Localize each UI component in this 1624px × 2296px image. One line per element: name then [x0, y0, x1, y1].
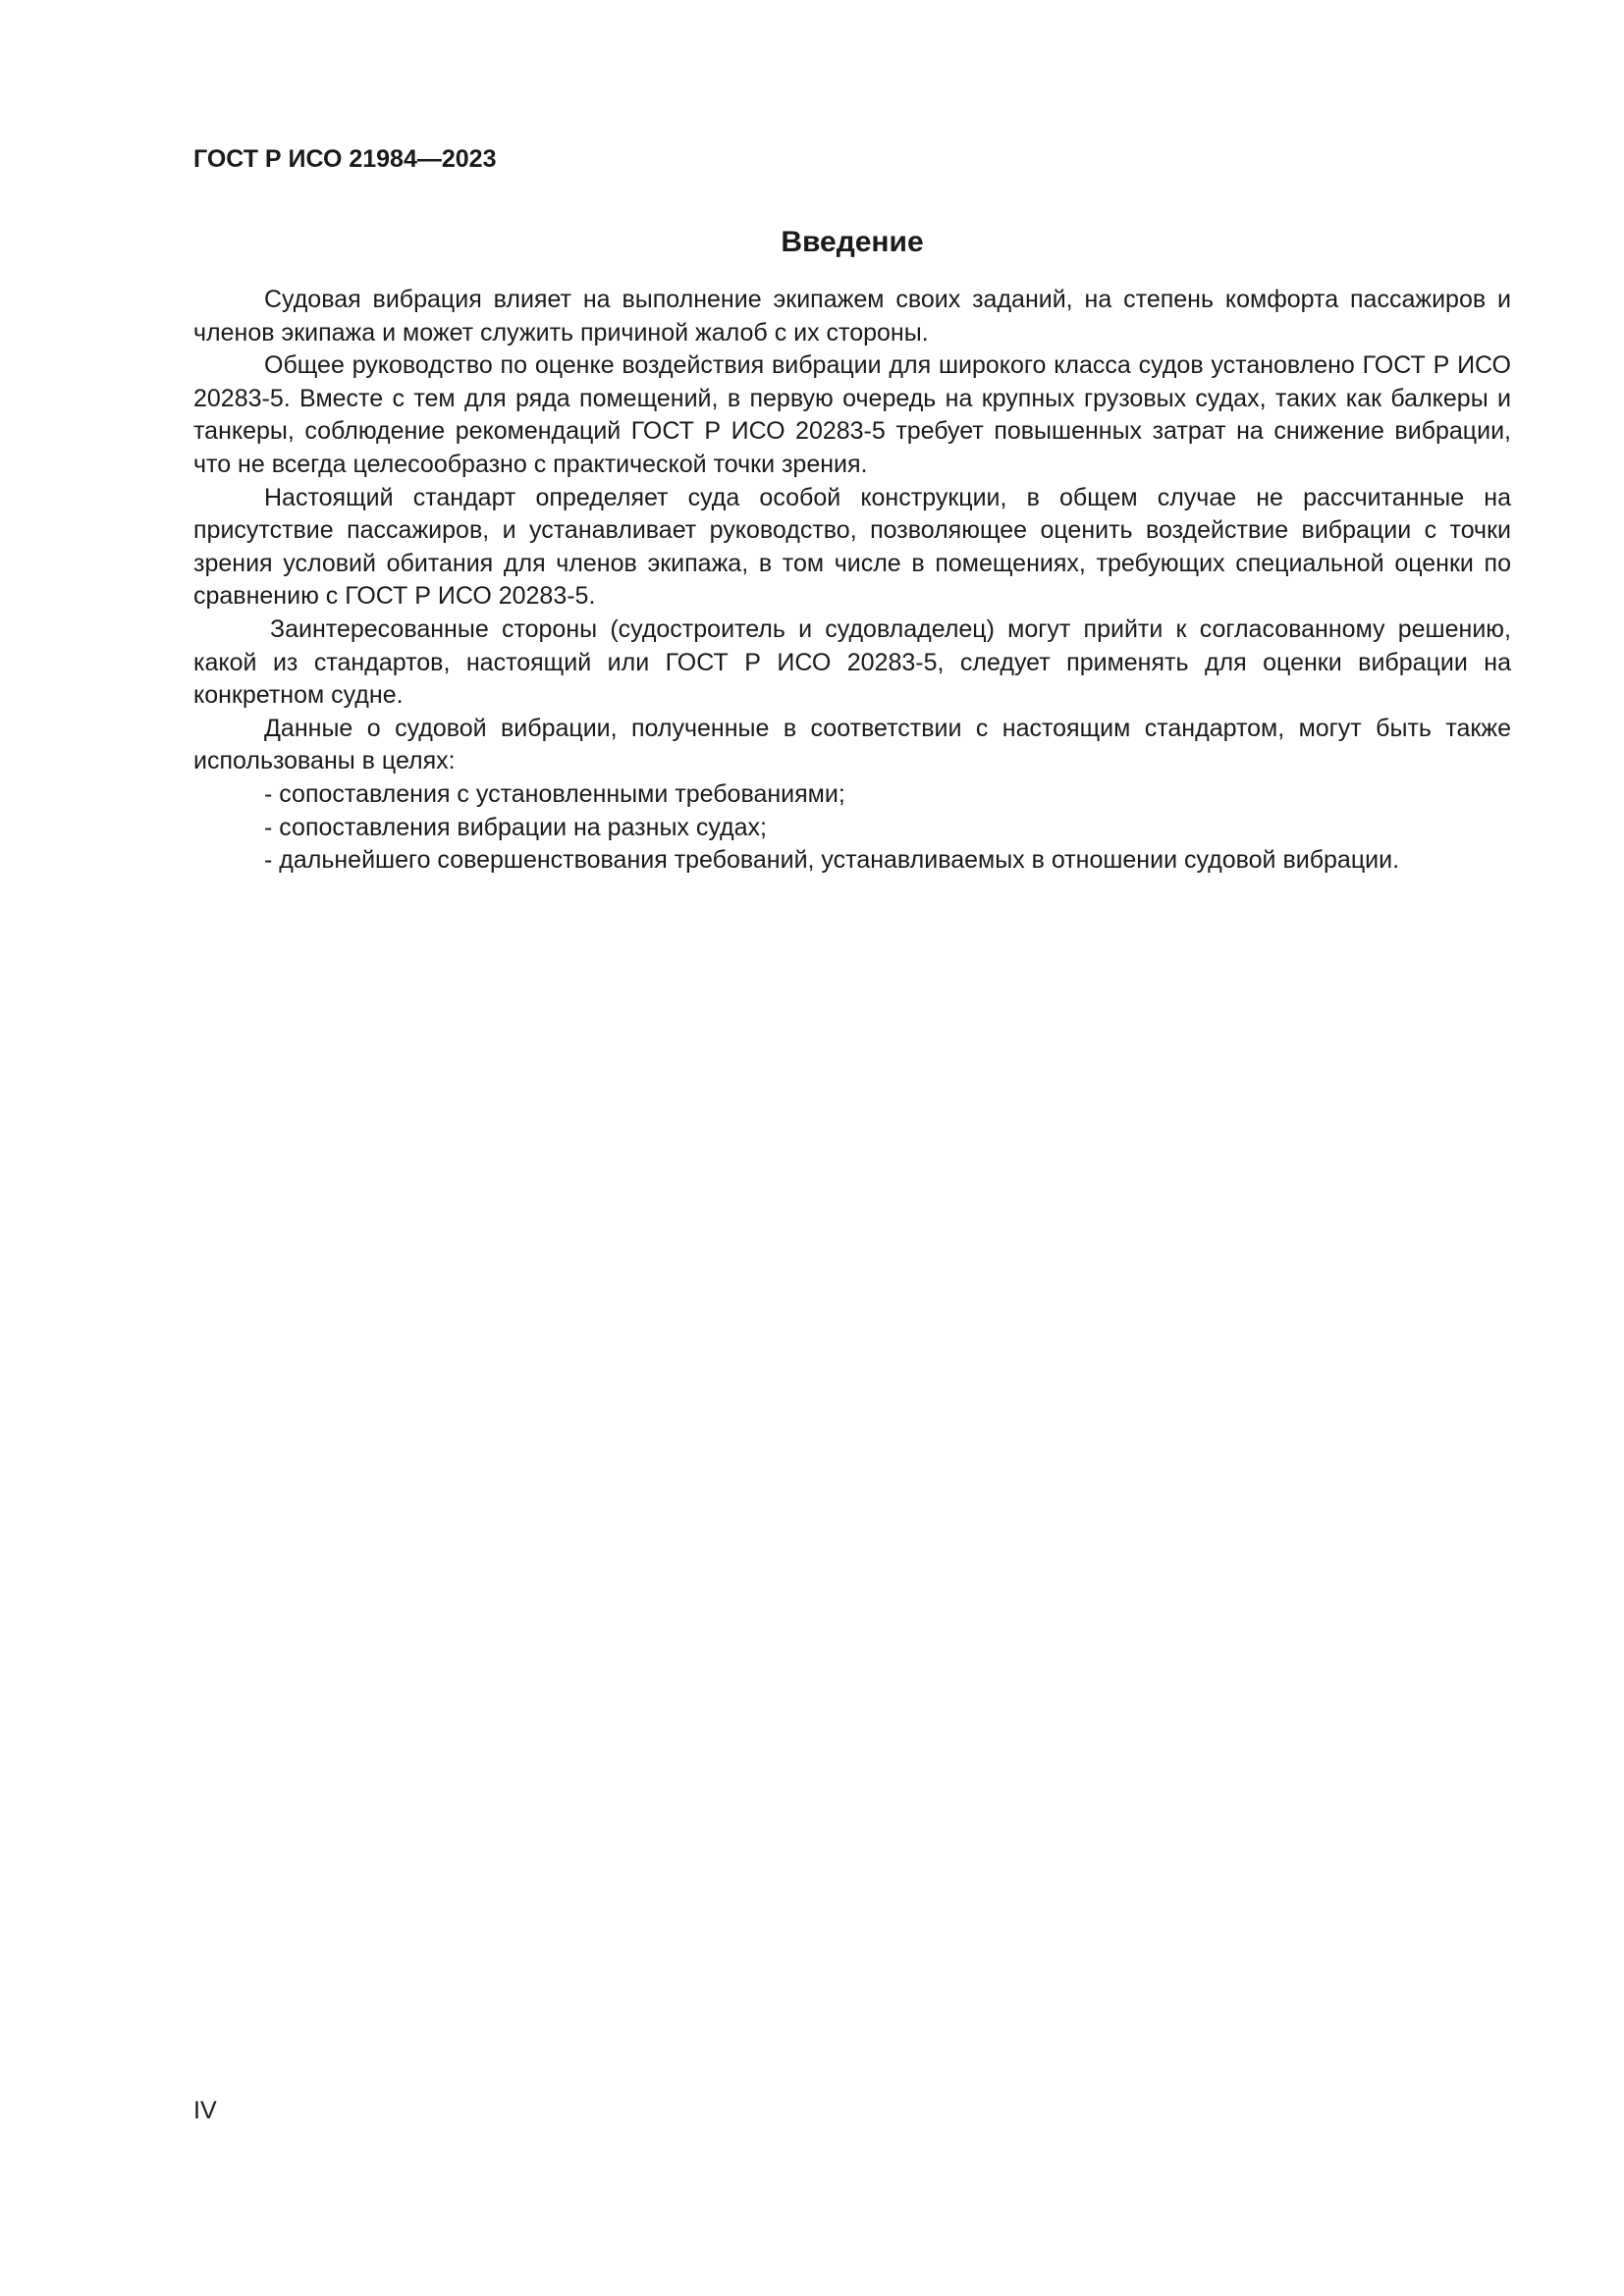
list-item: - дальнейшего совершенствования требований, устанавливаемых в отношении судовой вибрации.: [264, 846, 1400, 875]
list-item: - сопоставления с установленными требованиями;: [264, 779, 845, 808]
usage-list: [193, 778, 1511, 878]
list-item: - сопоставления вибрации на разных судах;: [264, 813, 767, 841]
paragraph-stakeholders: Заинтересованные стороны (судостроитель и судовладелец) могут прийти к согласованному решению, какой из стандартов, настоящий или ГОСТ Р ИСО 20283-5, следует применять для оценки вибрации на конкретном судне.: [193, 614, 1511, 710]
introduction-body: [193, 284, 1511, 878]
page-number: IV: [193, 2097, 217, 2124]
paragraph-vibration-effects: Судовая вибрация влияет на выполнение экипажем своих заданий, на степень комфорта пассажиров и членов экипажа и может служить причиной жалоб с их стороны.: [193, 286, 1511, 347]
paragraph-standard-scope: Настоящий стандарт определяет суда особой конструкции, в общем случае не рассчитанные на присутствие пассажиров, и устанавливает руководство, позволяющее оценить воздействие вибрации с точки зрения условий обитания для членов экипажа, в том числе в помещениях, требующих специальной оценки по сравнению с ГОСТ Р ИСО 20283-5.: [193, 483, 1511, 611]
paragraph-data-usage: Данные о судовой вибрации, полученные в соответствии с настоящим стандартом, могут быть также использованы в целях:: [193, 714, 1511, 775]
paragraph-general-guidance: Общее руководство по оценке воздействия вибрации для широкого класса судов установлено ГОСТ Р ИСО 20283-5. Вместе с тем для ряда помещений, в первую очередь на крупных грузовых судах, таких как балкеры и танкеры, соблюдение рекомендаций ГОСТ Р ИСО 20283-5 требует повышенных затрат на снижение вибрации, что не всегда целесообразно с практической точки зрения.: [193, 351, 1511, 478]
document-code-header: ГОСТ Р ИСО 21984—2023: [193, 145, 497, 173]
section-title: Введение: [781, 226, 924, 258]
